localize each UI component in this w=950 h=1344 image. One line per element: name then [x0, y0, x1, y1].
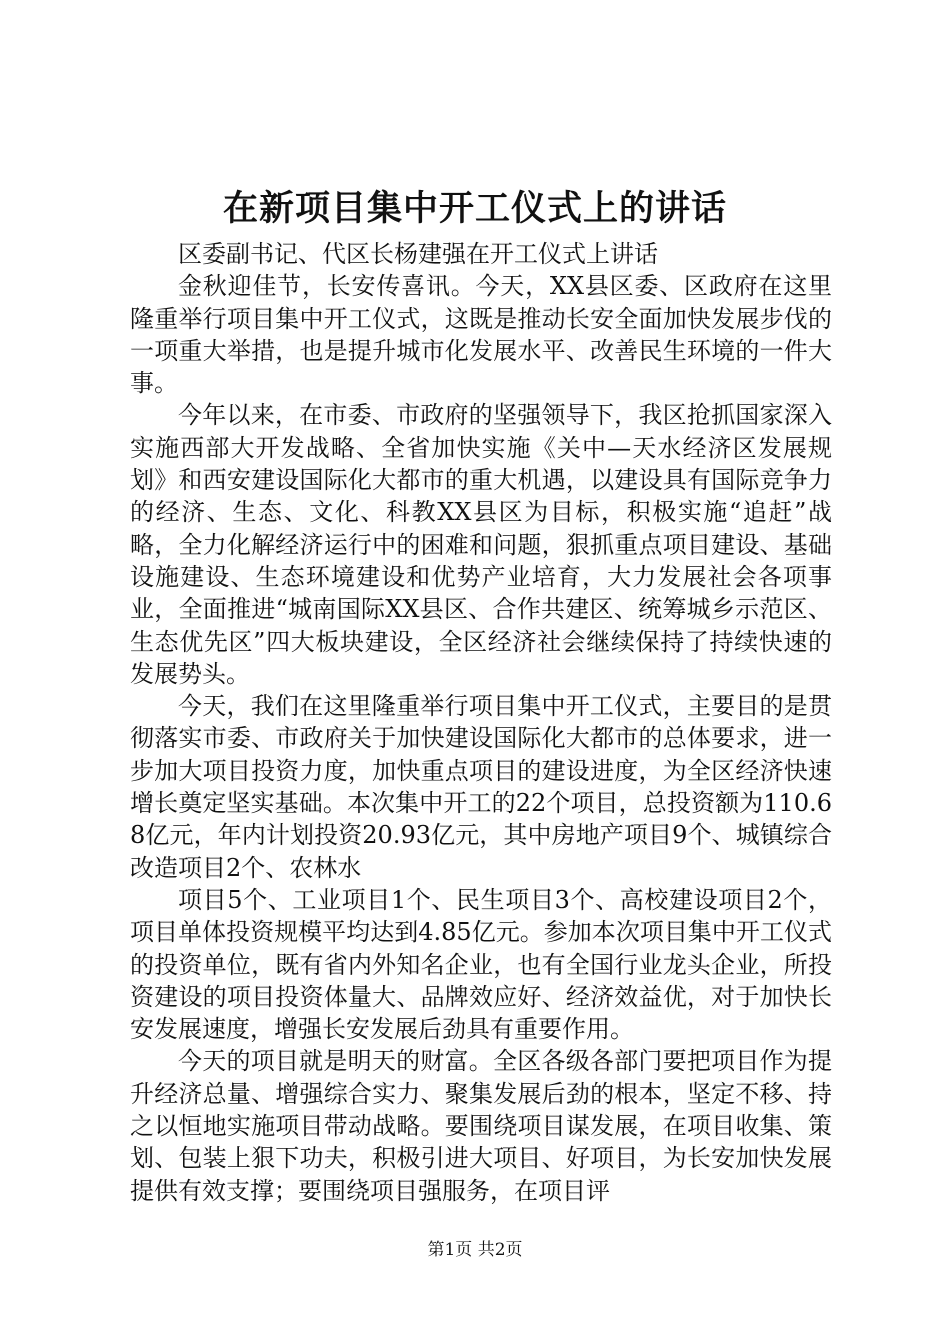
paragraph-projects: 项目5个、工业项目1个、民生项目3个、高校建设项目2个，项目单体投资规模平均达到4.85亿元。参加本次项目集中开工仪式的投资单位，既有省内外知名企业，也有全国行业龙头企业，所投资建设的项目投资体量大、品牌效应好、经济效益优，对于加快长安发展速度，增强长安发展后劲具有重要作用。 [130, 885, 832, 1044]
document-body [130, 238, 832, 1207]
page-number: 第1页 共2页 [427, 1240, 523, 1260]
paragraph-opening: 金秋迎佳节，长安传喜讯。今天，XX县区委、区政府在这里隆重举行项目集中开工仪式，这既是推动长安全面加快发展步伐的一项重大举措，也是提升城市化发展水平、改善民生环境的一件大事。 [130, 272, 832, 398]
paragraph-strategy: 今天的项目就是明天的财富。全区各级各部门要把项目作为提升经济总量、增强综合实力、聚集发展后劲的根本，坚定不移、持之以恒地实施项目带动战略。要围绕项目谋发展，在项目收集、策划、包装上狠下功夫，积极引进大项目、好项目，为长安加快发展提供有效支撑；要围绕项目强服务，在项目评 [130, 1047, 832, 1205]
document-title: 在新项目集中开工仪式上的讲话 [222, 188, 727, 229]
paragraph-speaker: 区委副书记、代区长杨建强在开工仪式上讲话 [178, 240, 658, 268]
paragraph-purpose: 今天，我们在这里隆重举行项目集中开工仪式，主要目的是贯彻落实市委、市政府关于加快建设国际化大都市的总体要求，进一步加大项目投资力度，加快重点项目的建设进度，为全区经济快速增长奠定坚实基础。本次集中开工的22个项目，总投资额为110.68亿元，年内计划投资20.93亿元，其中房地产项目9个、城镇综合改造项目2个、农林水 [130, 692, 832, 882]
paragraph-achievements: 今年以来，在市委、市政府的坚强领导下，我区抢抓国家深入实施西部大开发战略、全省加快实施《关中—天水经济区发展规划》和西安建设国际化大都市的重大机遇，以建设具有国际竞争力的经济、生态、文化、科教XX县区为目标，积极实施“追赶”战略，全力化解经济运行中的困难和问题，狠抓重点项目建设、基础设施建设、生态环境建设和优势产业培育，大力发展社会各项事业，全面推进“城南国际XX县区、合作共建区、统筹城乡示范区、生态优先区”四大板块建设，全区经济社会继续保持了持续快速的发展势头。 [130, 401, 832, 688]
